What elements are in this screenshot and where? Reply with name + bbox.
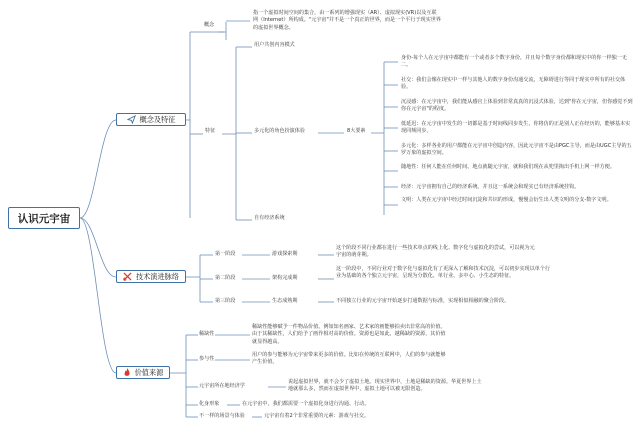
avatar-desc: 在元宇宙中，我们都需要一个虚拟化身进行沟通、行动。 xyxy=(242,401,370,407)
participation-desc: 用户的参与能够为元宇宙带来更多的价值。比如在传统的互联网中，人们的参与就能够产生价值。 xyxy=(252,352,446,366)
node-avatar[interactable]: 化身形象 xyxy=(199,401,220,407)
element-diversity: 多元化：多样各业的用户都能在元宇宙中创造内容，因此元宇宙不是由PGC主导，而是由UGC主导的五罗万象的虚拟空间。 xyxy=(401,143,632,157)
category-label: 概念及特征 xyxy=(139,114,176,124)
stage-2-desc: 这一阶段中，不同行业对于数字化与虚拟化有了更深入了解和技术沉淀，可以初步实现以单个行业为基础的各个独立元宇宙，呈现为分散化、单行业、多中心、小生态的特征。 xyxy=(336,266,550,280)
connector xyxy=(80,218,116,373)
category-tech[interactable] xyxy=(116,270,186,283)
element-identity: 身份-每个人在元宇宙中都能有一个或者多个数字身份，并且每个数字身份都和现实中的你一样独一无二。 xyxy=(401,55,627,69)
stage-1-name[interactable]: 游戏探索期 xyxy=(272,251,298,257)
node-economy[interactable]: 自有经济系统 xyxy=(254,215,285,221)
stage-3-name[interactable]: 生态成熟期 xyxy=(272,298,298,304)
element-civilization: 文明：人类在元宇宙中经过时间沉淀和共识的形成，慢慢会衍生出人类文明的分支-数字文明。 xyxy=(401,197,612,203)
category-label: 价值来源 xyxy=(134,367,164,377)
scissors-cross-icon xyxy=(123,272,132,281)
category-features[interactable] xyxy=(116,113,186,126)
node-ugc[interactable]: 用户共创内容模式 xyxy=(254,42,295,48)
connector xyxy=(80,218,116,277)
scarcity-desc: 稀缺性能够赋予一件物品价值。例如知名画家、艺术家的画能够拍卖出非常高的价值。由于其稀缺性，人们给予了画作相对高的价值。资源也是如此，越稀缺的资源，其价值就显得越高。 xyxy=(252,324,446,345)
node-scenes[interactable]: 不一样的场景与体验 xyxy=(199,413,245,419)
connector xyxy=(186,32,190,218)
scenes-desc: 元宇宙有着2个非常重要的元素：游戏与社交。 xyxy=(264,413,370,419)
element-low-latency: 低延迟：在元宇宙中发生的一切都是基于时间线同步发生，你将仿的正是别人正在经历的，能够基本实现同频同步。 xyxy=(401,121,631,135)
stage-2-name[interactable]: 架构完成期 xyxy=(272,275,298,281)
paper-plane-icon xyxy=(127,115,136,124)
root-label: 认识元宇宙 xyxy=(17,212,71,225)
node-features[interactable]: 特征 xyxy=(205,128,216,134)
node-stage-1[interactable]: 第一阶段 xyxy=(215,251,236,257)
node-concept[interactable]: 概念 xyxy=(204,22,215,28)
node-roleplay[interactable]: 多元化的角色扮演体验 xyxy=(254,128,305,134)
node-stage-3[interactable]: 第三阶段 xyxy=(215,298,236,304)
element-social: 社交：我们会像在现实中一样与其他人的数字身份沟通交流，无障碍进行等同于现实中所有的社交体验。 xyxy=(401,77,626,91)
category-label: 技术演进脉络 xyxy=(135,271,180,281)
concept-desc: 指一个虚拟时间空间的集合，由一系列的增强现实（AR）、虚拟现实(VR)以及互联网（Internet）所构成。"元宇宙"并不是一个真正的世界，而是一个平行于现实世界的虚拟世界概念。 xyxy=(253,10,441,31)
flame-icon xyxy=(123,368,131,377)
element-ubiquity: 随地性：任何人能在任何时间、地点就随元宇宙，就和我们现在从兜里掏出手机上网一样方便。 xyxy=(401,164,615,170)
stage-3-desc: 不同独立行业的元宇宙开始逐步打通数据与标准，实现相似相融的聚合阶段。 xyxy=(336,298,510,304)
element-economy: 经济：元宇宙拥有自己的经济系统，并且这一系统会和现实已有经济系统挂钩。 xyxy=(401,184,580,190)
connector xyxy=(80,120,116,218)
node-participation[interactable]: 参与性 xyxy=(199,356,215,362)
stage-1-desc: 这个阶段不同行业都在进行一些技术单点的线上化、数字化与虚拟化的尝试，可以视为元宇宙的萌芽期。 xyxy=(336,245,535,259)
root-node[interactable] xyxy=(8,207,80,229)
category-value[interactable] xyxy=(116,366,170,379)
land-economics-desc: 说起虚拟世界，就不会少了虚拟土地。现实世界中，土地是稀缺的资源。华夏世界上土地就那么多，然而在虚拟世界中，虚拟土地可以被无限创造。 xyxy=(288,379,482,393)
node-scarcity[interactable]: 稀缺性 xyxy=(199,331,215,337)
element-immersion: 沉浸感：在元宇宙中，我们能从感官上体验到非常真真的沉浸式体验，达到"你在元宇宙，但你感觉不到你在元宇宙"的程度。 xyxy=(401,99,633,113)
node-stage-2[interactable]: 第二阶段 xyxy=(215,275,236,281)
node-land-economics[interactable]: 元宇宙所在地经济学 xyxy=(199,383,245,389)
node-8-elements[interactable]: 8大要素 xyxy=(347,128,366,134)
